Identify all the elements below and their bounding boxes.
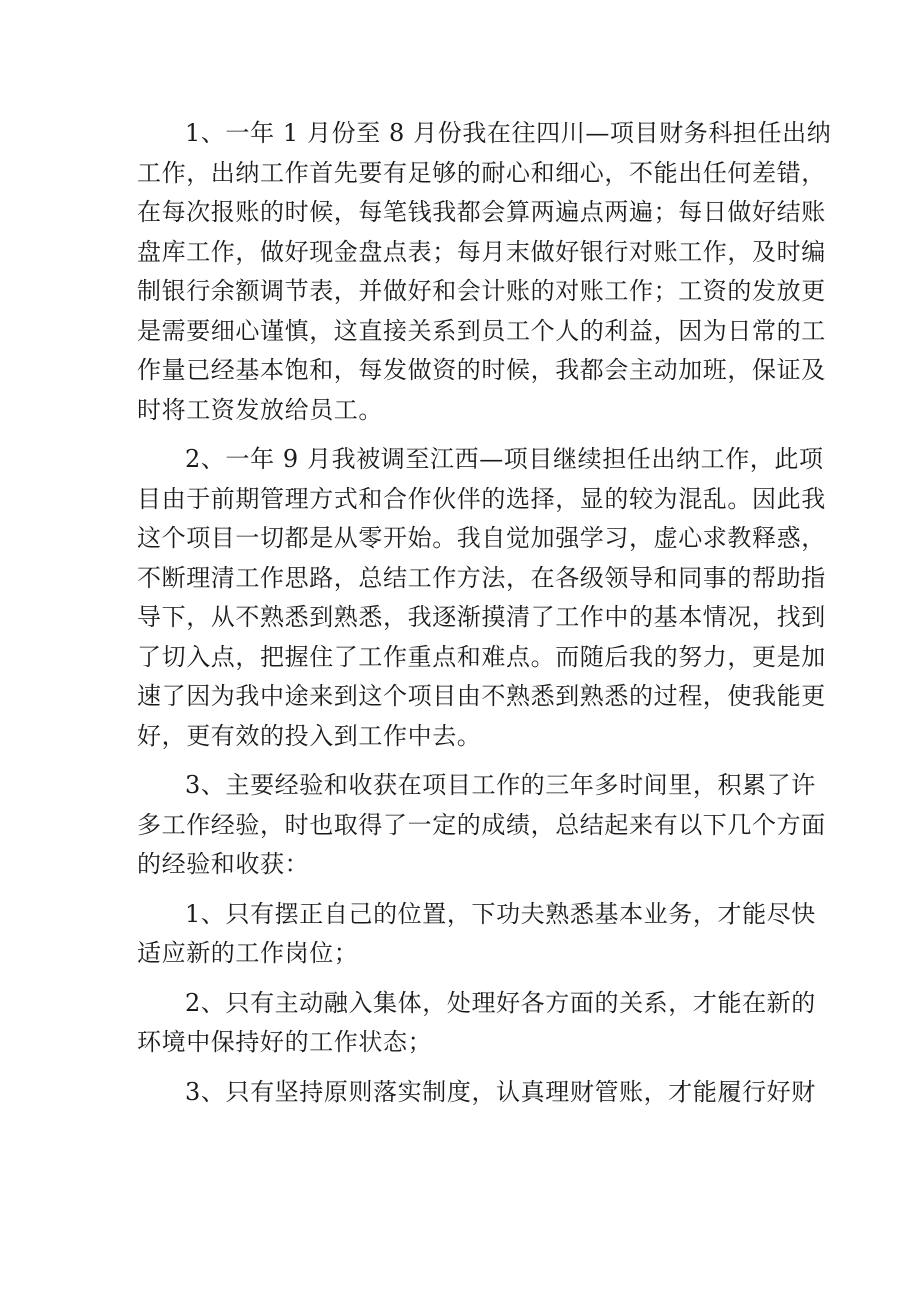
paragraph-cashier-sichuan: [137, 114, 832, 430]
text-line: 不断理清工作思路，总结工作方法，在各级领导和同事的帮助指: [137, 563, 826, 592]
text-line: 的经验和收获：: [137, 850, 310, 878]
text-line: 3、主要经验和收获在项目工作的三年多时间里，积累了许: [185, 771, 816, 799]
text-line: 这个项目一切都是从零开始。我自觉加强学习，虚心求教释惑，: [137, 524, 826, 552]
text-line: 好，更有效的投入到工作中去。: [137, 721, 482, 750]
text-line: 1、只有摆正自己的位置，下功夫熟悉基本业务，才能尽快: [185, 899, 816, 928]
text-line: 环境中保持好的工作状态；: [137, 1028, 433, 1056]
text-line: 1、一年 1 月份至 8 月份我在往四川—项目财务科担任出纳: [185, 119, 832, 147]
text-line: 了切入点，把握住了工作重点和难点。而随后我的努力，更是加: [137, 642, 826, 671]
text-line: 适应新的工作岗位；: [137, 939, 359, 967]
text-line: 作量已经基本饱和，每发做资的时候，我都会主动加班，保证及: [137, 356, 826, 384]
document-page: [137, 114, 832, 1112]
text-line: 时将工资发放给员工。: [137, 395, 383, 424]
text-line: 速了因为我中途来到这个项目由不熟悉到熟悉的过程，使我能更: [137, 682, 826, 710]
text-line: 2、只有主动融入集体，处理好各方面的关系，才能在新的: [185, 988, 816, 1017]
text-line: 制银行余额调节表，并做好和会计账的对账工作；工资的发放更: [137, 277, 826, 305]
text-line: 在每次报账的时候，每笔钱我都会算两遍点两遍；每日做好结账: [137, 198, 826, 226]
text-line: 工作，出纳工作首先要有足够的耐心和细心，不能出任何差错，: [137, 158, 826, 187]
paragraph-point-3: [137, 1073, 816, 1113]
text-line: 目由于前期管理方式和合作伙伴的选择，显的较为混乱。因此我: [137, 484, 826, 513]
paragraph-cashier-jiangxi: [137, 440, 826, 756]
text-line: 多工作经验，时也取得了一定的成绩，总结起来有以下几个方面: [137, 810, 826, 839]
text-line: 3、只有坚持原则落实制度，认真理财管账，才能履行好财: [185, 1077, 816, 1106]
paragraph-point-1: [137, 895, 816, 974]
text-line: 是需要细心谨慎，这直接关系到员工个人的利益，因为日常的工: [137, 316, 826, 345]
text-line: 盘库工作，做好现金盘点表；每月末做好银行对账工作，及时编: [137, 237, 826, 266]
text-line: 导下，从不熟悉到熟悉，我逐渐摸清了工作中的基本情况，找到: [137, 603, 826, 631]
paragraph-experience-summary: [137, 766, 826, 885]
paragraph-point-2: [137, 984, 816, 1063]
text-line: 2、一年 9 月我被调至江西—项目继续担任出纳工作，此项: [185, 445, 824, 473]
